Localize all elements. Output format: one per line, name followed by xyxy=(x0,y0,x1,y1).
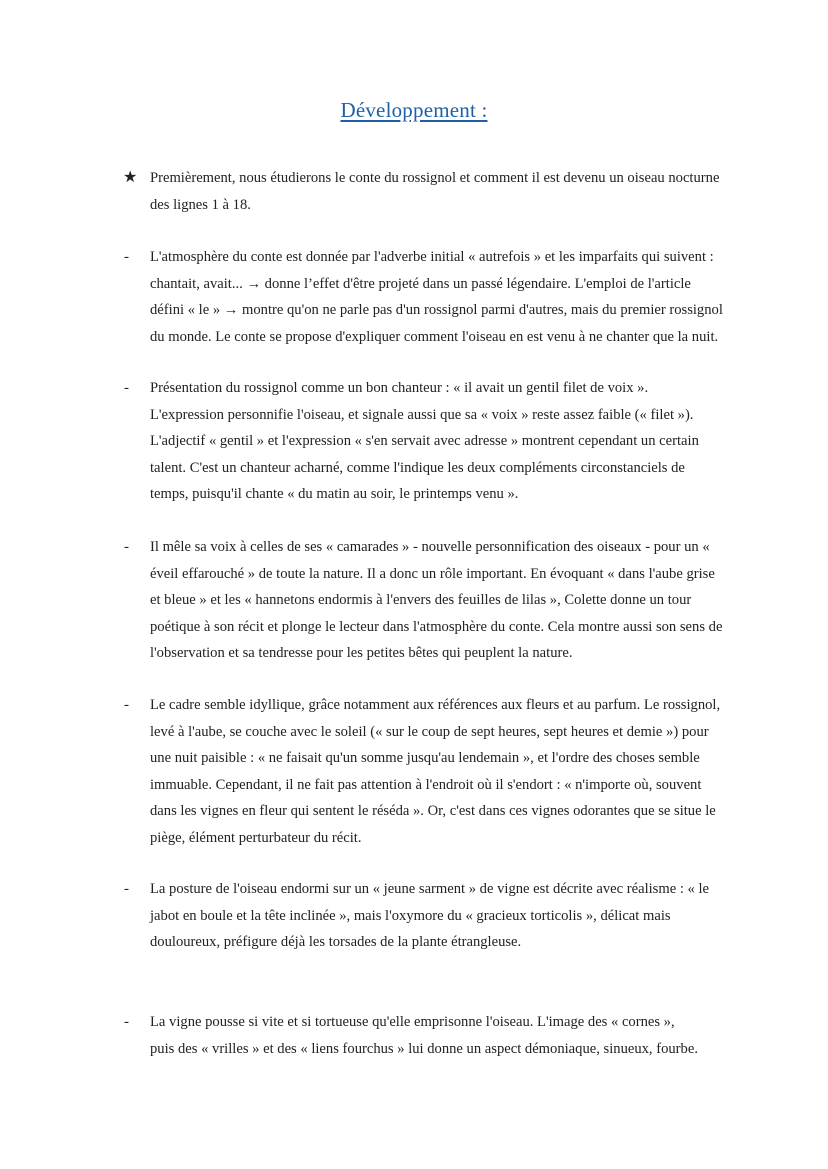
dash-bullet: - xyxy=(124,539,129,555)
text-line: l'observation et sa tendresse pour les petites bêtes qui peuplent la nature. xyxy=(150,645,573,661)
text-line: chantait, avait... → donne l’effet d'être projeté dans un passé légendaire. L'emploi de l'article xyxy=(150,275,691,292)
star-bullet-icon: ★ xyxy=(123,169,138,186)
text-line: dans les vignes en fleur qui sentent le réséda ». Or, c'est dans ces vignes odorantes que se situe le xyxy=(150,803,716,819)
dash-bullet: - xyxy=(124,380,129,396)
paragraph-text xyxy=(150,165,758,218)
text-line: des lignes 1 à 18. xyxy=(150,196,251,213)
text-line: poétique à son récit et plonge le lecteur dans l'atmosphère du conte. Cela montre aussi son sens de xyxy=(150,618,723,635)
dash-bullet: - xyxy=(124,1014,129,1030)
text-line: Premièrement, nous étudierons le conte du rossignol et comment il est devenu un oiseau nocturne xyxy=(150,170,720,186)
paragraph-text xyxy=(150,876,758,956)
text-line: La vigne pousse si vite et si tortueuse qu'elle emprisonne l'oiseau. L'image des « cornes », xyxy=(150,1014,675,1030)
text-line: La posture de l'oiseau endormi sur un « jeune sarment » de vigne est décrite avec réalisme : « le xyxy=(150,881,710,897)
page-title: Développement : xyxy=(340,98,488,122)
text-line: une nuit paisible : « ne faisait qu'un somme jusqu'au lendemain », et l'ordre des choses semble xyxy=(150,750,700,766)
dash-bullet: - xyxy=(124,881,129,897)
text-line: éveil effarouché » de toute la nature. Il a donc un rôle important. En évoquant « dans l'aube grise xyxy=(150,565,715,582)
text-line: levé à l'aube, se couche avec le soleil (« sur le coup de sept heures, sept heures et demie ») pour xyxy=(150,723,709,740)
text-line: jabot en boule et la tête inclinée », mais l'oxymore du « gracieux torticolis », délicat mais xyxy=(150,907,671,924)
text-line: douloureux, préfigure déjà les torsades de la plante étrangleuse. xyxy=(150,934,522,950)
paragraph-text xyxy=(150,375,758,508)
text-line: temps, puisqu'il chante « du matin au soir, le printemps venu ». xyxy=(150,486,519,502)
text-line: immuable. Cependant, il ne fait pas attention à l'endroit où il s'endort : « n'importe où, souvent xyxy=(150,776,702,793)
text-line: L'atmosphère du conte est donnée par l'adverbe initial « autrefois » et les imparfaits qui suivent : xyxy=(150,249,714,265)
paragraph-text xyxy=(150,692,758,851)
text-line: du monde. Le conte se propose d'expliquer comment l'oiseau en est venu à ne chanter que la nuit. xyxy=(150,328,719,345)
text-line: L'adjectif « gentil » et l'expression « s'en servait avec adresse » montrent cependant un certain xyxy=(150,433,699,449)
paragraph-text xyxy=(150,244,758,350)
text-line: défini « le » → montre qu'on ne parle pas d'un rossignol parmi d'autres, mais du premier rossignol xyxy=(150,302,723,318)
text-line: Le cadre semble idyllique, grâce notamment aux références aux fleurs et au parfum. Le rossignol, xyxy=(150,697,721,713)
text-line: piège, élément perturbateur du récit. xyxy=(150,829,362,846)
text-line: L'expression personnifie l'oiseau, et signale aussi que sa « voix » reste assez faible (« filet »). xyxy=(150,406,694,423)
text-line: Présentation du rossignol comme un bon chanteur : « il avait un gentil filet de voix ». xyxy=(150,380,649,396)
text-line: puis des « vrilles » et des « liens fourchus » lui donne un aspect démoniaque, sinueux, fourbe. xyxy=(150,1040,698,1057)
paragraph-text xyxy=(150,1009,758,1062)
dash-bullet: - xyxy=(124,249,129,265)
text-line: Il mêle sa voix à celles de ses « camarades » - nouvelle personnification des oiseaux - pour un « xyxy=(150,539,710,555)
text-line: et bleue » et les « hannetons endormis à l'envers des feuilles de lilas », Colette donne un tour xyxy=(150,592,692,608)
paragraph-text xyxy=(150,534,758,667)
text-line: talent. C'est un chanteur acharné, comme l'indique les deux compléments circonstanciels de xyxy=(150,459,685,476)
dash-bullet: - xyxy=(124,697,129,713)
